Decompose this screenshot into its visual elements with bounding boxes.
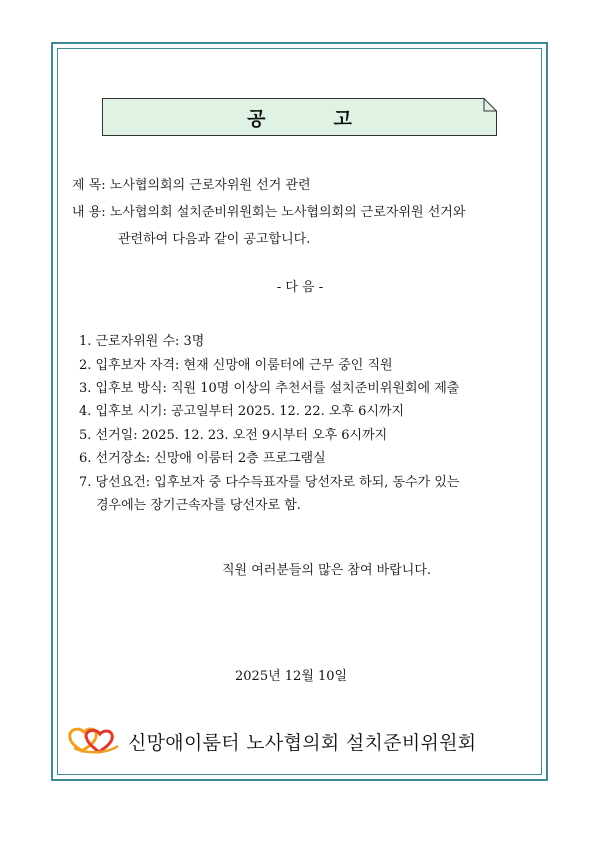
list-item-3: 3. 입후보 방식: 직원 10명 이상의 추천서를 설치준비위원회에 제출 bbox=[79, 381, 460, 396]
list-item-4: 4. 입후보 시기: 공고일부터 2025. 12. 22. 오후 6시까지 bbox=[79, 404, 405, 419]
notice-title-char-1: 공 bbox=[247, 107, 266, 130]
list-item-5: 5. 선거일: 2025. 12. 23. 오전 9시부터 오후 6시까지 bbox=[79, 428, 388, 443]
closing-text: 직원 여러분들의 많은 참여 바랍니다. bbox=[222, 563, 432, 578]
notice-title-char-2: 고 bbox=[333, 107, 352, 130]
subject-label: 제 목: bbox=[72, 178, 106, 193]
list-item-7-continued: 경우에는 장기근속자를 당선자로 함. bbox=[96, 498, 301, 513]
notice-heading: - 다 음 - bbox=[276, 280, 324, 295]
list-item-6: 6. 선거장소: 신망애 이룸터 2층 프로그램실 bbox=[79, 451, 326, 466]
organization-signature bbox=[66, 724, 476, 758]
list-item-7: 7. 당선요건: 입후보자 중 다수득표자를 당선자로 하되, 동수가 있는 bbox=[79, 475, 460, 490]
list-item-2: 2. 입후보자 자격: 현재 신망애 이룸터에 근무 중인 직원 bbox=[79, 358, 393, 373]
content-text-1: 노사협의회 설치준비위원회는 노사협의회의 근로자위원 선거와 bbox=[109, 205, 466, 220]
list-item-1: 1. 근로자위원 수: 3명 bbox=[79, 334, 205, 349]
notice-title-box bbox=[102, 98, 497, 136]
notice-date: 2025년 12월 10일 bbox=[235, 669, 348, 684]
subject-line bbox=[72, 174, 311, 193]
subject-text: 노사협의회의 근로자위원 선거 관련 bbox=[109, 178, 311, 193]
content-line-1 bbox=[72, 201, 465, 220]
content-label: 내 용: bbox=[72, 205, 106, 220]
organization-name: 신망애이룸터 노사협의회 설치준비위원회 bbox=[128, 731, 477, 754]
content-line-2: 관련하여 다음과 같이 공고합니다. bbox=[118, 232, 311, 247]
hearts-logo-icon bbox=[66, 724, 122, 758]
